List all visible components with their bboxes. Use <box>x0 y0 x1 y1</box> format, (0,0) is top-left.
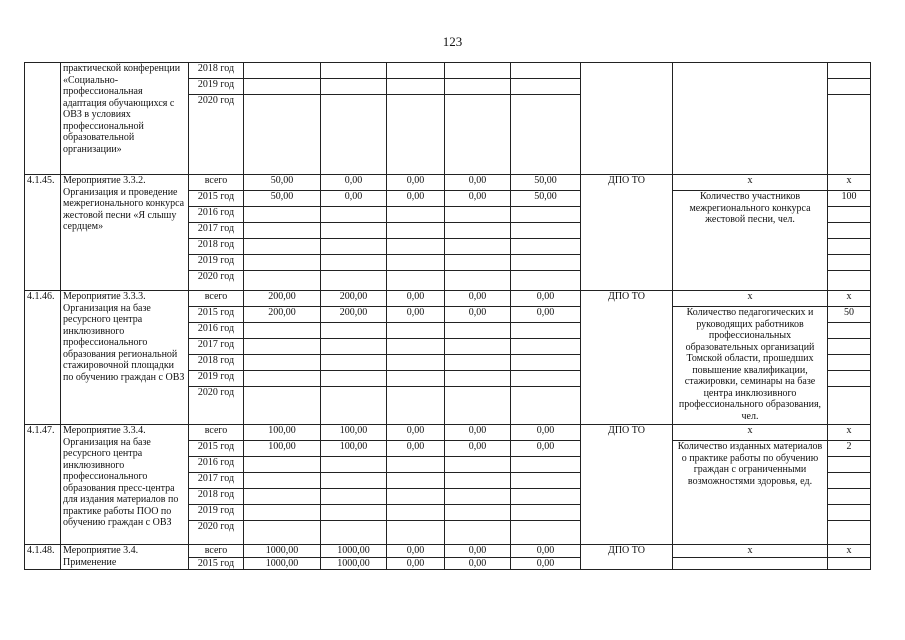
target-cell <box>828 323 871 339</box>
year-label: 2016 год <box>189 207 244 223</box>
activity-number: 4.1.48. <box>25 545 61 570</box>
value-cell <box>244 271 321 291</box>
value-cell: 0,00 <box>445 307 511 323</box>
value-cell: 0,00 <box>445 175 511 191</box>
value-cell <box>511 339 581 355</box>
value-cell <box>445 457 511 473</box>
year-label: 2019 год <box>189 79 244 95</box>
indicator-description: Количество изданных материалов о практике работы по обучению граждан с ограниченными возможностями здоровья, ед. <box>673 441 828 545</box>
value-cell <box>244 207 321 223</box>
year-label: 2017 год <box>189 339 244 355</box>
value-cell <box>244 79 321 95</box>
value-cell <box>244 223 321 239</box>
value-cell <box>445 79 511 95</box>
target-cell <box>828 387 871 425</box>
indicator-total: х <box>673 545 828 558</box>
indicator-cell <box>673 63 828 175</box>
value-cell <box>387 505 445 521</box>
value-cell: 200,00 <box>321 307 387 323</box>
program-table <box>24 62 871 570</box>
value-cell: 0,00 <box>445 441 511 457</box>
value-cell <box>445 255 511 271</box>
year-label: 2020 год <box>189 271 244 291</box>
value-cell <box>321 473 387 489</box>
total-label: всего <box>189 545 244 558</box>
value-cell <box>321 271 387 291</box>
value-cell: 1000,00 <box>321 557 387 570</box>
value-cell <box>387 207 445 223</box>
value-cell: 0,00 <box>445 557 511 570</box>
value-cell <box>321 457 387 473</box>
executor-cell: ДПО ТО <box>581 291 673 425</box>
value-cell: 0,00 <box>511 307 581 323</box>
activity-number: 4.1.47. <box>25 425 61 545</box>
target-total: х <box>828 175 871 191</box>
target-cell <box>828 63 871 79</box>
value-cell <box>321 339 387 355</box>
total-label: всего <box>189 425 244 441</box>
value-cell <box>321 79 387 95</box>
target-cell <box>828 371 871 387</box>
value-cell: 0,00 <box>445 291 511 307</box>
value-cell <box>244 457 321 473</box>
value-cell <box>511 355 581 371</box>
table-row <box>25 291 871 307</box>
value-cell <box>387 371 445 387</box>
value-cell: 200,00 <box>244 307 321 323</box>
value-cell <box>244 371 321 387</box>
value-cell <box>511 239 581 255</box>
value-cell <box>445 339 511 355</box>
value-cell <box>445 223 511 239</box>
target-total: х <box>828 425 871 441</box>
value-cell <box>511 489 581 505</box>
value-cell <box>244 489 321 505</box>
value-cell <box>445 323 511 339</box>
value-cell <box>445 387 511 425</box>
value-cell <box>387 521 445 545</box>
executor-cell: ДПО ТО <box>581 175 673 291</box>
year-label: 2016 год <box>189 323 244 339</box>
target-cell <box>828 355 871 371</box>
table-row <box>25 63 871 79</box>
value-cell: 200,00 <box>321 291 387 307</box>
value-cell <box>511 255 581 271</box>
value-cell <box>387 271 445 291</box>
activity-name: Мероприятие 3.3.2. Организация и проведение межрегионального конкурса жестовой песни «Я слышу сердцем» <box>61 175 189 291</box>
target-cell <box>828 521 871 545</box>
value-cell <box>387 239 445 255</box>
value-cell <box>244 323 321 339</box>
year-label: 2020 год <box>189 521 244 545</box>
target-cell <box>828 255 871 271</box>
value-cell <box>511 371 581 387</box>
value-cell <box>511 223 581 239</box>
target-total: х <box>828 545 871 558</box>
activity-number: 4.1.46. <box>25 291 61 425</box>
year-label: 2017 год <box>189 473 244 489</box>
value-cell: 50,00 <box>244 175 321 191</box>
value-cell <box>511 271 581 291</box>
value-cell: 0,00 <box>445 545 511 558</box>
activity-number: 4.1.45. <box>25 175 61 291</box>
value-cell <box>387 355 445 371</box>
executor-cell <box>581 63 673 175</box>
year-label: 2015 год <box>189 557 244 570</box>
value-cell <box>244 505 321 521</box>
target-cell <box>828 207 871 223</box>
year-label: 2020 год <box>189 95 244 175</box>
activity-name: практической конференции «Социально-профессиональная адаптация обучающихся с ОВЗ в условиях профессиональной образовательной организации» <box>61 63 189 175</box>
year-label: 2019 год <box>189 255 244 271</box>
value-cell <box>445 489 511 505</box>
target-cell <box>828 79 871 95</box>
page-number: 123 <box>442 34 463 49</box>
value-cell: 0,00 <box>511 425 581 441</box>
value-cell <box>244 255 321 271</box>
value-cell <box>511 473 581 489</box>
table-row <box>25 175 871 191</box>
number-cell <box>25 63 61 175</box>
value-cell <box>321 505 387 521</box>
target-cell <box>828 339 871 355</box>
value-cell <box>321 95 387 175</box>
year-label: 2018 год <box>189 489 244 505</box>
activity-name: Мероприятие 3.3.4. Организация на базе ресурсного центра инклюзивного профессионального образования пресс-центра для издания материалов по практике работы ПОО по обучению граждан с ОВЗ <box>61 425 189 545</box>
value-cell <box>244 95 321 175</box>
value-cell: 1000,00 <box>244 557 321 570</box>
year-label: 2015 год <box>189 191 244 207</box>
value-cell: 200,00 <box>244 291 321 307</box>
target-value: 100 <box>828 191 871 207</box>
value-cell <box>511 207 581 223</box>
total-label: всего <box>189 291 244 307</box>
value-cell <box>387 223 445 239</box>
value-cell: 50,00 <box>511 191 581 207</box>
value-cell <box>511 79 581 95</box>
activity-name-line: Мероприятие 3.4. <box>63 545 139 556</box>
value-cell <box>244 473 321 489</box>
value-cell <box>445 473 511 489</box>
target-cell <box>828 489 871 505</box>
value-cell: 0,00 <box>387 307 445 323</box>
value-cell <box>244 239 321 255</box>
value-cell <box>244 521 321 545</box>
value-cell: 0,00 <box>387 545 445 558</box>
value-cell: 1000,00 <box>321 545 387 558</box>
target-cell <box>828 473 871 489</box>
value-cell: 50,00 <box>244 191 321 207</box>
value-cell: 0,00 <box>387 175 445 191</box>
value-cell <box>511 521 581 545</box>
value-cell: 0,00 <box>321 175 387 191</box>
value-cell: 1000,00 <box>244 545 321 558</box>
value-cell <box>321 323 387 339</box>
value-cell: 100,00 <box>321 441 387 457</box>
value-cell: 0,00 <box>445 191 511 207</box>
value-cell <box>445 271 511 291</box>
indicator-description: Количество педагогических и руководящих работников профессиональных образовательных организаций Томской области, прошедших повышение квалификации, стажировки, семинары на базе центра инклюзивного профессионального образования, чел. <box>673 307 828 425</box>
activity-name: Мероприятие 3.3.3. Организация на базе ресурсного центра инклюзивного профессионального образования региональной стажировочной площадки по обучению граждан с ОВЗ <box>61 291 189 425</box>
value-cell <box>321 355 387 371</box>
value-cell <box>445 95 511 175</box>
year-label: 2015 год <box>189 307 244 323</box>
target-total: х <box>828 291 871 307</box>
value-cell <box>387 457 445 473</box>
value-cell <box>511 95 581 175</box>
value-cell <box>511 387 581 425</box>
value-cell <box>387 79 445 95</box>
year-label: 2020 год <box>189 387 244 425</box>
value-cell <box>244 387 321 425</box>
value-cell <box>445 505 511 521</box>
value-cell <box>387 95 445 175</box>
year-label: 2018 год <box>189 239 244 255</box>
value-cell: 0,00 <box>387 425 445 441</box>
indicator-total: х <box>673 291 828 307</box>
table-row <box>25 545 871 558</box>
year-label: 2017 год <box>189 223 244 239</box>
executor-cell: ДПО ТО <box>581 425 673 545</box>
value-cell: 0,00 <box>511 441 581 457</box>
value-cell <box>321 63 387 79</box>
value-cell <box>445 239 511 255</box>
target-cell <box>828 223 871 239</box>
value-cell <box>511 323 581 339</box>
value-cell <box>445 207 511 223</box>
value-cell <box>445 63 511 79</box>
value-cell <box>387 473 445 489</box>
value-cell: 100,00 <box>244 425 321 441</box>
target-cell <box>828 457 871 473</box>
value-cell <box>387 255 445 271</box>
value-cell <box>511 505 581 521</box>
activity-name-line: Применение <box>63 556 117 568</box>
value-cell: 0,00 <box>387 191 445 207</box>
value-cell <box>321 387 387 425</box>
target-cell <box>828 271 871 291</box>
value-cell <box>321 255 387 271</box>
value-cell <box>387 339 445 355</box>
target-cell <box>828 557 871 570</box>
total-label: всего <box>189 175 244 191</box>
year-label: 2016 год <box>189 457 244 473</box>
value-cell: 0,00 <box>511 291 581 307</box>
value-cell: 0,00 <box>387 557 445 570</box>
target-cell <box>828 95 871 175</box>
table-row <box>25 425 871 441</box>
indicator-cell <box>673 557 828 570</box>
executor-cell: ДПО ТО <box>581 545 673 570</box>
value-cell <box>321 371 387 387</box>
indicator-description: Количество участников межрегионального конкурса жестовой песни, чел. <box>673 191 828 291</box>
indicator-total: х <box>673 425 828 441</box>
value-cell <box>387 387 445 425</box>
target-value: 50 <box>828 307 871 323</box>
value-cell <box>387 489 445 505</box>
value-cell <box>511 457 581 473</box>
value-cell <box>321 239 387 255</box>
value-cell: 0,00 <box>321 191 387 207</box>
value-cell <box>321 521 387 545</box>
value-cell <box>244 355 321 371</box>
target-value: 2 <box>828 441 871 457</box>
value-cell <box>387 323 445 339</box>
value-cell <box>445 371 511 387</box>
year-label: 2018 год <box>189 63 244 79</box>
year-label: 2019 год <box>189 505 244 521</box>
value-cell: 50,00 <box>511 175 581 191</box>
value-cell <box>321 223 387 239</box>
year-label: 2015 год <box>189 441 244 457</box>
value-cell <box>244 339 321 355</box>
value-cell: 0,00 <box>387 291 445 307</box>
year-label: 2019 год <box>189 371 244 387</box>
target-cell <box>828 505 871 521</box>
value-cell: 0,00 <box>511 545 581 558</box>
value-cell <box>321 207 387 223</box>
value-cell: 0,00 <box>445 425 511 441</box>
target-cell <box>828 239 871 255</box>
value-cell <box>445 521 511 545</box>
value-cell: 100,00 <box>321 425 387 441</box>
value-cell <box>244 63 321 79</box>
value-cell <box>387 63 445 79</box>
year-label: 2018 год <box>189 355 244 371</box>
value-cell: 100,00 <box>244 441 321 457</box>
value-cell: 0,00 <box>387 441 445 457</box>
value-cell: 0,00 <box>511 557 581 570</box>
value-cell <box>321 489 387 505</box>
value-cell <box>511 63 581 79</box>
value-cell <box>445 355 511 371</box>
indicator-total: х <box>673 175 828 191</box>
activity-name <box>61 545 189 570</box>
